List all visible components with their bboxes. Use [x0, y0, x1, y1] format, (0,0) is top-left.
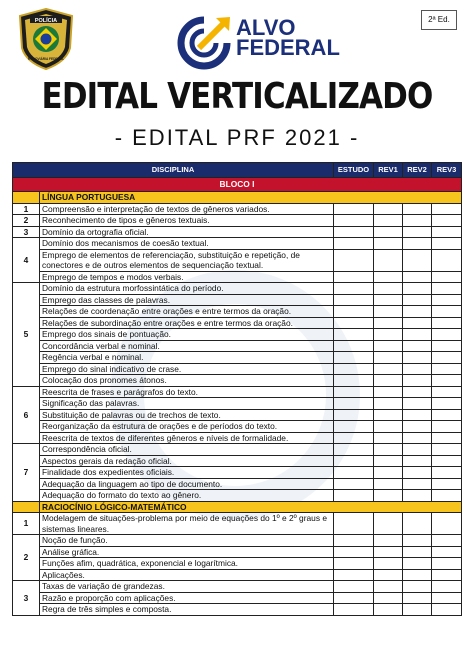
checkbox-rev2[interactable]: [403, 271, 432, 283]
checkbox-estudo[interactable]: [334, 340, 374, 352]
topic-text: Compreensão e interpretação de textos de gêneros variados.: [40, 203, 334, 215]
checkbox-estudo[interactable]: [334, 490, 374, 502]
checkbox-rev2[interactable]: [403, 375, 432, 387]
checkbox-rev3[interactable]: [432, 604, 462, 616]
checkbox-rev3[interactable]: [432, 215, 462, 227]
checkbox-rev1[interactable]: [374, 375, 403, 387]
checkbox-estudo[interactable]: [334, 513, 374, 535]
topic-text: Reescrita de frases e parágrafos do texto.: [40, 386, 334, 398]
checkbox-rev3[interactable]: [432, 455, 462, 467]
checkbox-rev1[interactable]: [374, 478, 403, 490]
syllabus-table: [12, 162, 462, 616]
topic-row: [13, 294, 462, 306]
checkbox-rev2[interactable]: [403, 569, 432, 581]
checkbox-rev1[interactable]: [374, 294, 403, 306]
edition-label: 2ª Ed.: [421, 10, 457, 30]
topic-number: 1: [13, 513, 40, 535]
topic-row: [13, 398, 462, 410]
topic-text: Emprego do sinal indicativo de crase.: [40, 363, 334, 375]
checkbox-rev3[interactable]: [432, 513, 462, 535]
checkbox-rev2[interactable]: [403, 329, 432, 341]
checkbox-rev2[interactable]: [403, 249, 432, 271]
topic-text: Razão e proporção com aplicações.: [40, 592, 334, 604]
topic-text: Concordância verbal e nominal.: [40, 340, 334, 352]
checkbox-rev3[interactable]: [432, 271, 462, 283]
checkbox-rev3[interactable]: [432, 249, 462, 271]
topic-row: [13, 513, 462, 535]
topic-row: [13, 490, 462, 502]
checkbox-rev1[interactable]: [374, 592, 403, 604]
checkbox-rev3[interactable]: [432, 546, 462, 558]
column-header-rev3: REV3: [432, 163, 462, 178]
topic-text: Reescrita de textos de diferentes gêneros e níveis de formalidade.: [40, 432, 334, 444]
checkbox-estudo[interactable]: [334, 203, 374, 215]
checkbox-rev2[interactable]: [403, 455, 432, 467]
checkbox-estudo[interactable]: [334, 375, 374, 387]
topic-text: Significação das palavras.: [40, 398, 334, 410]
checkbox-rev2[interactable]: [403, 238, 432, 250]
checkbox-estudo[interactable]: [334, 581, 374, 593]
checkbox-rev3[interactable]: [432, 467, 462, 479]
checkbox-rev3[interactable]: [432, 203, 462, 215]
topic-row: [13, 535, 462, 547]
checkbox-rev3[interactable]: [432, 226, 462, 238]
checkbox-estudo[interactable]: [334, 226, 374, 238]
topic-row: [13, 215, 462, 227]
checkbox-rev2[interactable]: [403, 546, 432, 558]
topic-text: Substituição de palavras ou de trechos de texto.: [40, 409, 334, 421]
topic-row: [13, 226, 462, 238]
table-header-row: [13, 163, 462, 178]
topic-text: Modelagem de situações-problema por meio de equações do 1º e 2º graus e sistemas lineares.: [40, 513, 334, 535]
checkbox-rev1[interactable]: [374, 467, 403, 479]
checkbox-rev2[interactable]: [403, 203, 432, 215]
checkbox-rev1[interactable]: [374, 249, 403, 271]
topic-row: [13, 249, 462, 271]
checkbox-estudo[interactable]: [334, 294, 374, 306]
checkbox-rev3[interactable]: [432, 581, 462, 593]
section-title: RACIOCÍNIO LÓGICO-MATEMÁTICO: [40, 501, 462, 513]
checkbox-rev1[interactable]: [374, 386, 403, 398]
topic-number: 5: [13, 283, 40, 387]
topic-number: 2: [13, 535, 40, 581]
column-header-rev1: REV1: [374, 163, 403, 178]
topic-text: Emprego de tempos e modos verbais.: [40, 271, 334, 283]
topic-row: [13, 238, 462, 250]
topic-row: [13, 581, 462, 593]
topic-text: Adequação do formato do texto ao gênero.: [40, 490, 334, 502]
checkbox-rev3[interactable]: [432, 409, 462, 421]
checkbox-rev2[interactable]: [403, 467, 432, 479]
topic-text: Relações de coordenação entre orações e entre termos da oração.: [40, 306, 334, 318]
checkbox-rev2[interactable]: [403, 478, 432, 490]
checkbox-rev2[interactable]: [403, 306, 432, 318]
checkbox-estudo[interactable]: [334, 363, 374, 375]
checkbox-estudo[interactable]: [334, 604, 374, 616]
checkbox-rev1[interactable]: [374, 513, 403, 535]
topic-text: Domínio da estrutura morfossintática do período.: [40, 283, 334, 295]
topic-text: Domínio da ortografia oficial.: [40, 226, 334, 238]
checkbox-estudo[interactable]: [334, 249, 374, 271]
topic-row: [13, 546, 462, 558]
topic-row: [13, 592, 462, 604]
topic-text: Reorganização da estrutura de orações e de períodos do texto.: [40, 421, 334, 433]
topic-row: [13, 317, 462, 329]
checkbox-estudo[interactable]: [334, 238, 374, 250]
checkbox-estudo[interactable]: [334, 306, 374, 318]
checkbox-rev1[interactable]: [374, 306, 403, 318]
topic-text: Funções afim, quadrática, exponencial e logarítmica.: [40, 558, 334, 570]
checkbox-rev2[interactable]: [403, 490, 432, 502]
checkbox-estudo[interactable]: [334, 467, 374, 479]
checkbox-rev2[interactable]: [403, 535, 432, 547]
topic-row: [13, 604, 462, 616]
checkbox-rev2[interactable]: [403, 226, 432, 238]
checkbox-rev1[interactable]: [374, 340, 403, 352]
checkbox-estudo[interactable]: [334, 283, 374, 295]
topic-number: 7: [13, 444, 40, 502]
topic-text: Colocação dos pronomes átonos.: [40, 375, 334, 387]
checkbox-rev1[interactable]: [374, 226, 403, 238]
checkbox-estudo[interactable]: [334, 386, 374, 398]
brand-line-2: FEDERAL: [236, 35, 340, 60]
topic-text: Aspectos gerais da redação oficial.: [40, 455, 334, 467]
checkbox-estudo[interactable]: [334, 215, 374, 227]
topic-row: [13, 444, 462, 456]
checkbox-rev1[interactable]: [374, 581, 403, 593]
checkbox-rev1[interactable]: [374, 569, 403, 581]
target-arrow-icon: [175, 14, 233, 72]
checkbox-estudo[interactable]: [334, 352, 374, 364]
checkbox-rev1[interactable]: [374, 546, 403, 558]
checkbox-rev1[interactable]: [374, 363, 403, 375]
column-header-disciplina: DISCIPLINA: [13, 163, 334, 178]
topic-row: [13, 203, 462, 215]
bloco-title: BLOCO I: [13, 178, 462, 192]
checkbox-estudo[interactable]: [334, 398, 374, 410]
topic-text: Taxas de variação de grandezas.: [40, 581, 334, 593]
topic-row: [13, 329, 462, 341]
alvo-federal-logo: [175, 14, 340, 74]
checkbox-estudo[interactable]: [334, 455, 374, 467]
checkbox-rev3[interactable]: [432, 352, 462, 364]
checkbox-estudo[interactable]: [334, 317, 374, 329]
page-title: EDITAL VERTICALIZADO: [41, 76, 433, 117]
checkbox-estudo[interactable]: [334, 592, 374, 604]
checkbox-estudo[interactable]: [334, 535, 374, 547]
checkbox-rev1[interactable]: [374, 490, 403, 502]
topic-row: [13, 340, 462, 352]
checkbox-rev2[interactable]: [403, 215, 432, 227]
topic-text: Emprego dos sinais de pontuação.: [40, 329, 334, 341]
topic-text: Relações de subordinação entre orações e entre termos da oração.: [40, 317, 334, 329]
topic-number: 1: [13, 203, 40, 215]
checkbox-rev2[interactable]: [403, 581, 432, 593]
bloco-row: [13, 178, 462, 192]
topic-row: [13, 363, 462, 375]
checkbox-estudo[interactable]: [334, 421, 374, 433]
topic-text: Aplicações.: [40, 569, 334, 581]
section-spacer: [13, 501, 40, 513]
topic-text: Finalidade dos expedientes oficiais.: [40, 467, 334, 479]
checkbox-rev2[interactable]: [403, 444, 432, 456]
checkbox-estudo[interactable]: [334, 546, 374, 558]
checkbox-rev2[interactable]: [403, 409, 432, 421]
checkbox-rev2[interactable]: [403, 363, 432, 375]
checkbox-estudo[interactable]: [334, 569, 374, 581]
checkbox-rev2[interactable]: [403, 352, 432, 364]
topic-text: Domínio dos mecanismos de coesão textual.: [40, 238, 334, 250]
checkbox-rev2[interactable]: [403, 513, 432, 535]
topic-text: Regência verbal e nominal.: [40, 352, 334, 364]
topic-text: Análise gráfica.: [40, 546, 334, 558]
column-header-rev2: REV2: [403, 163, 432, 178]
checkbox-rev3[interactable]: [432, 398, 462, 410]
checkbox-rev1[interactable]: [374, 444, 403, 456]
checkbox-rev1[interactable]: [374, 271, 403, 283]
topic-number: 4: [13, 238, 40, 283]
checkbox-rev2[interactable]: [403, 283, 432, 295]
topic-row: [13, 375, 462, 387]
checkbox-rev3[interactable]: [432, 283, 462, 295]
topic-row: [13, 455, 462, 467]
checkbox-rev1[interactable]: [374, 215, 403, 227]
checkbox-rev1[interactable]: [374, 317, 403, 329]
checkbox-rev3[interactable]: [432, 432, 462, 444]
checkbox-estudo[interactable]: [334, 271, 374, 283]
checkbox-rev2[interactable]: [403, 592, 432, 604]
checkbox-rev3[interactable]: [432, 238, 462, 250]
checkbox-rev3[interactable]: [432, 329, 462, 341]
topic-row: [13, 306, 462, 318]
checkbox-rev3[interactable]: [432, 317, 462, 329]
checkbox-rev2[interactable]: [403, 294, 432, 306]
topic-number: 3: [13, 581, 40, 616]
topic-row: [13, 271, 462, 283]
section-title: LÍNGUA PORTUGUESA: [40, 192, 462, 204]
checkbox-rev1[interactable]: [374, 398, 403, 410]
checkbox-rev1[interactable]: [374, 409, 403, 421]
checkbox-rev3[interactable]: [432, 294, 462, 306]
checkbox-rev3[interactable]: [432, 306, 462, 318]
topic-row: [13, 421, 462, 433]
checkbox-estudo[interactable]: [334, 444, 374, 456]
checkbox-rev1[interactable]: [374, 203, 403, 215]
topic-text: Noção de função.: [40, 535, 334, 547]
prf-badge-logo: [18, 8, 74, 70]
checkbox-rev2[interactable]: [403, 317, 432, 329]
checkbox-rev2[interactable]: [403, 432, 432, 444]
topic-row: [13, 478, 462, 490]
checkbox-estudo[interactable]: [334, 432, 374, 444]
topic-row: [13, 352, 462, 364]
topic-text: Adequação da linguagem ao tipo de documento.: [40, 478, 334, 490]
checkbox-estudo[interactable]: [334, 329, 374, 341]
topic-text: Emprego de elementos de referenciação, substituição e repetição, de conectores e de outros elementos de sequenciação textual.: [40, 249, 334, 271]
checkbox-rev1[interactable]: [374, 238, 403, 250]
checkbox-rev1[interactable]: [374, 283, 403, 295]
page-subtitle: - EDITAL PRF 2021 -: [114, 125, 360, 150]
brand-line-1: ALVO: [236, 15, 296, 40]
checkbox-rev1[interactable]: [374, 535, 403, 547]
checkbox-rev3[interactable]: [432, 558, 462, 570]
topic-number: 6: [13, 386, 40, 444]
checkbox-estudo[interactable]: [334, 478, 374, 490]
topic-row: [13, 467, 462, 479]
checkbox-rev2[interactable]: [403, 421, 432, 433]
checkbox-rev1[interactable]: [374, 329, 403, 341]
section-row: [13, 501, 462, 513]
topic-number: 3: [13, 226, 40, 238]
topic-row: [13, 558, 462, 570]
badge-bottom-text: RODOVIÁRIA FEDERAL: [27, 57, 65, 61]
topic-text: Emprego das classes de palavras.: [40, 294, 334, 306]
checkbox-rev3[interactable]: [432, 421, 462, 433]
topic-row: [13, 569, 462, 581]
checkbox-rev3[interactable]: [432, 386, 462, 398]
section-spacer: [13, 192, 40, 204]
topic-text: Correspondência oficial.: [40, 444, 334, 456]
checkbox-rev2[interactable]: [403, 386, 432, 398]
checkbox-rev3[interactable]: [432, 535, 462, 547]
checkbox-rev1[interactable]: [374, 421, 403, 433]
section-row: [13, 192, 462, 204]
checkbox-rev3[interactable]: [432, 340, 462, 352]
checkbox-rev2[interactable]: [403, 604, 432, 616]
checkbox-rev3[interactable]: [432, 569, 462, 581]
checkbox-rev3[interactable]: [432, 478, 462, 490]
checkbox-rev2[interactable]: [403, 558, 432, 570]
checkbox-rev3[interactable]: [432, 363, 462, 375]
checkbox-rev3[interactable]: [432, 444, 462, 456]
topic-number: 2: [13, 215, 40, 227]
checkbox-rev1[interactable]: [374, 558, 403, 570]
brand-name: [236, 15, 340, 60]
checkbox-rev1[interactable]: [374, 432, 403, 444]
checkbox-rev1[interactable]: [374, 604, 403, 616]
checkbox-rev3[interactable]: [432, 375, 462, 387]
badge-top-text: POLÍCIA: [34, 18, 58, 24]
topic-row: [13, 432, 462, 444]
checkbox-rev2[interactable]: [403, 340, 432, 352]
checkbox-rev3[interactable]: [432, 592, 462, 604]
topic-text: Regra de três simples e composta.: [40, 604, 334, 616]
column-header-estudo: ESTUDO: [334, 163, 374, 178]
topic-row: [13, 409, 462, 421]
checkbox-estudo[interactable]: [334, 558, 374, 570]
checkbox-rev2[interactable]: [403, 398, 432, 410]
checkbox-rev3[interactable]: [432, 490, 462, 502]
topic-text: Reconhecimento de tipos e gêneros textuais.: [40, 215, 334, 227]
topic-row: [13, 283, 462, 295]
checkbox-rev1[interactable]: [374, 455, 403, 467]
topic-row: [13, 386, 462, 398]
checkbox-estudo[interactable]: [334, 409, 374, 421]
checkbox-rev1[interactable]: [374, 352, 403, 364]
